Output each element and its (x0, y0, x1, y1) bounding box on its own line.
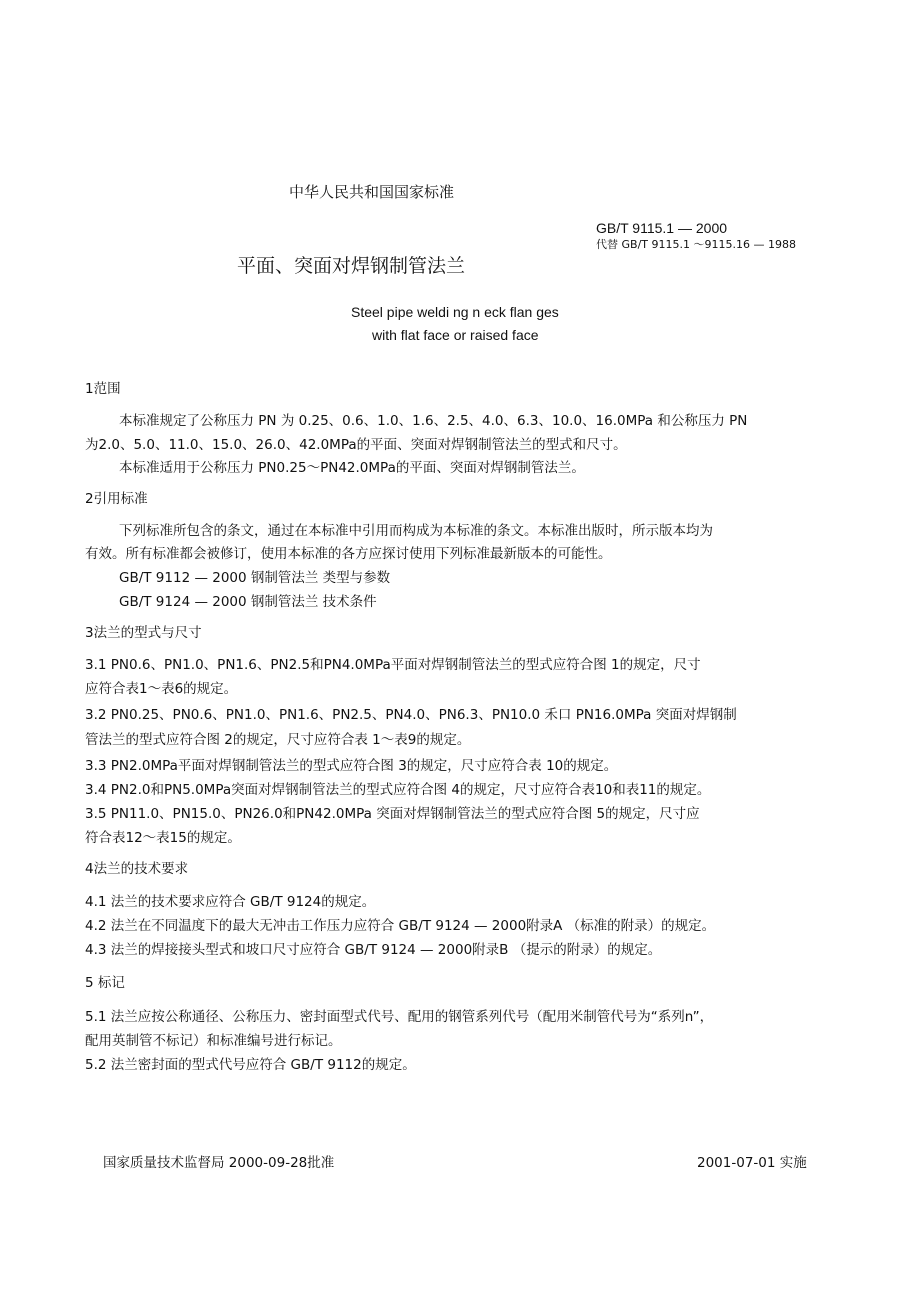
approval-line: 国家质量技术监督局 2000-09-28批准 (103, 1155, 335, 1171)
section-1-heading: 1范围 (85, 381, 121, 397)
clause-3-4: 3.4 PN2.0和PN5.0MPa突面对焊钢制管法兰的型式应符合图 4的规定，尺寸应符合表10和表11的规定。 (85, 782, 711, 798)
section-1-para2: 本标准适用于公称压力 PN0.25～PN42.0MPa的平面、突面对焊钢制管法兰。 (119, 460, 585, 476)
section-5-heading: 5 标记 (85, 975, 125, 991)
section-1-para1-line1: 本标准规定了公称压力 PN 为 0.25、0.6、1.0、1.6、2.5、4.0、6.3、10.0、16.0MPa 和公称压力 PN (119, 413, 748, 429)
effective-date: 2001-07-01 实施 (697, 1155, 807, 1171)
reference-2: GB/T 9124 — 2000 钢制管法兰 技术条件 (119, 594, 377, 610)
replaces-note: 代替 GB/T 9115.1 ～9115.16 — 1988 (596, 238, 796, 251)
section-3-heading: 3法兰的型式与尺寸 (85, 625, 202, 641)
document-title: 平面、突面对焊钢制管法兰 (237, 255, 466, 277)
section-2-para1-line1: 下列标准所包含的条文，通过在本标准中引用而构成为本标准的条文。本标准出版时，所示版本均为 (119, 523, 713, 539)
english-title-line1: Steel pipe weldi ng n eck flan ges (351, 304, 559, 320)
clause-4-2: 4.2 法兰在不同温度下的最大无冲击工作压力应符合 GB/T 9124 — 2000附录A （标准的附录）的规定。 (85, 918, 716, 934)
english-title-line2: with flat face or raised face (372, 327, 539, 343)
clause-5-2: 5.2 法兰密封面的型式代号应符合 GB/T 9112的规定。 (85, 1057, 416, 1073)
clause-3-1-line1: 3.1 PN0.6、PN1.0、PN1.6、PN2.5和PN4.0MPa平面对焊钢制管法兰的型式应符合图 1的规定，尺寸 (85, 657, 701, 673)
clause-5-1-line2: 配用英制管不标记）和标准编号进行标记。 (85, 1033, 342, 1049)
section-2-para1-line2: 有效。所有标准都会被修订，使用本标准的各方应探讨使用下列标准最新版本的可能性。 (85, 546, 612, 562)
section-2-heading: 2引用标准 (85, 491, 148, 507)
clause-3-1-line2: 应符合表1～表6的规定。 (85, 681, 238, 697)
clause-3-5-line2: 符合表12～表15的规定。 (85, 830, 241, 846)
clause-3-2-line1: 3.2 PN0.25、PN0.6、PN1.0、PN1.6、PN2.5、PN4.0、PN6.3、PN10.0 禾口 PN16.0MPa 突面对焊钢制 (85, 707, 737, 723)
clause-3-3: 3.3 PN2.0MPa平面对焊钢制管法兰的型式应符合图 3的规定，尺寸应符合表 10的规定。 (85, 758, 618, 774)
clause-3-5-line1: 3.5 PN11.0、PN15.0、PN26.0和PN42.0MPa 突面对焊钢制管法兰的型式应符合图 5的规定，尺寸应 (85, 806, 700, 822)
section-1-para1-line2: 为2.0、5.0、11.0、15.0、26.0、42.0MPa的平面、突面对焊钢制管法兰的型式和尺寸。 (85, 437, 627, 453)
standard-number: GB/T 9115.1 — 2000 (596, 220, 728, 236)
clause-4-3: 4.3 法兰的焊接接头型式和坡口尺寸应符合 GB/T 9124 — 2000附录B （提示的附录）的规定。 (85, 942, 662, 958)
clause-3-2-line2: 管法兰的型式应符合图 2的规定，尺寸应符合表 1～表9的规定。 (85, 732, 471, 748)
clause-4-1: 4.1 法兰的技术要求应符合 GB/T 9124的规定。 (85, 894, 376, 910)
reference-1: GB/T 9112 — 2000 钢制管法兰 类型与参数 (119, 570, 391, 586)
clause-5-1-line1: 5.1 法兰应按公称通径、公称压力、密封面型式代号、配用的钢管系列代号（配用米制管代号为“系列n”， (85, 1009, 714, 1025)
section-4-heading: 4法兰的技术要求 (85, 861, 189, 877)
org-title: 中华人民共和国国家标准 (289, 183, 455, 201)
